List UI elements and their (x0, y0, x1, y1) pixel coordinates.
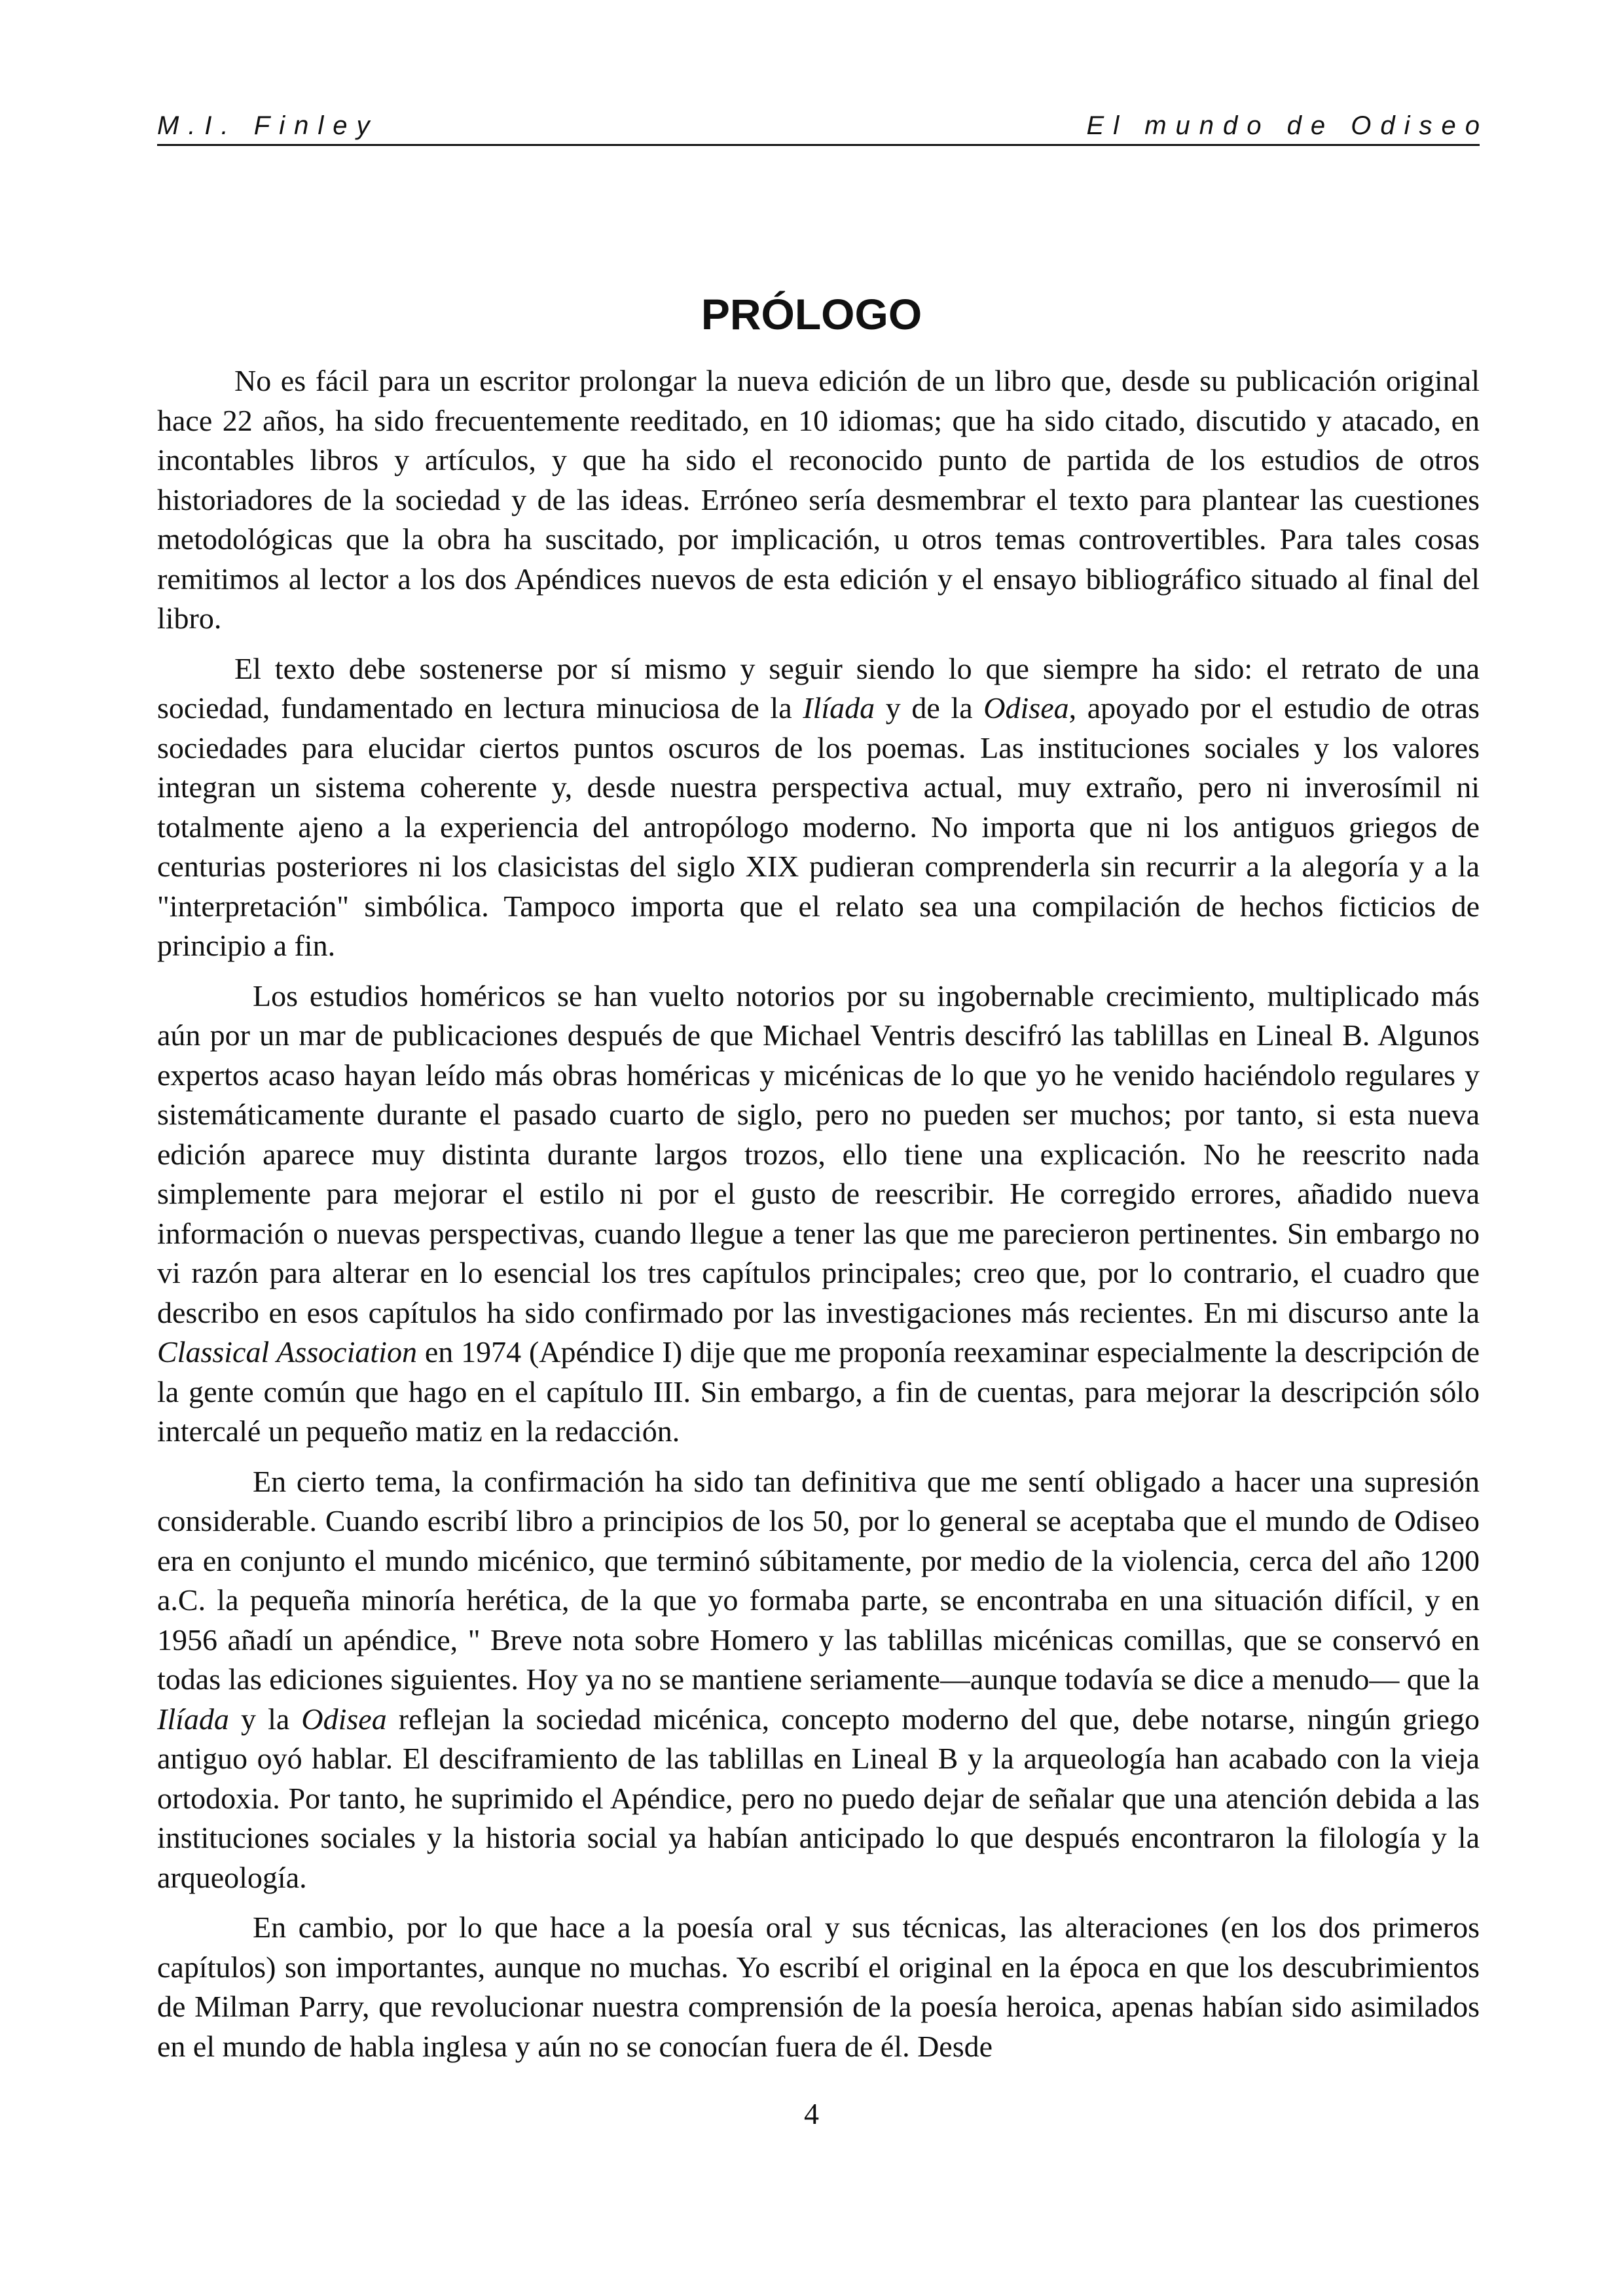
body-text (157, 361, 1480, 2077)
header-book-title: El mundo de Odiseo (1086, 111, 1489, 140)
book-title-iliada: Ilíada (157, 1702, 229, 1736)
paragraph-2: El texto debe sostenerse por sí mismo y seguir siendo lo que siempre ha sido: el retrato de una sociedad, fundamentado en lectura minuciosa de la Ilíada y de la Odisea, apoyado por el estudio de otras sociedades para elucidar ciertos puntos oscuros de los poemas. Las instituciones sociales y los valores integran un sistema coherente y, desde nuestra perspectiva actual, muy extraño, pero ni inverosímil ni totalmente ajeno a la experiencia del antropólogo moderno. No importa que ni los antiguos griegos de centurias posteriores ni los clasicistas del siglo XIX pudieran comprenderla sin recurrir a la alegoría y a la "interpretación" simbólica. Tampoco importa que el relato sea una compilación de hechos ficticios de principio a fin. (157, 651, 1480, 962)
institution-name: Classical Association (157, 1335, 417, 1369)
book-title-odisea: Odisea (983, 691, 1069, 725)
running-header (157, 110, 1489, 146)
header-author: M.I. Finley (157, 111, 379, 140)
paragraph-5: En cambio, por lo que hace a la poesía oral y sus técnicas, las alteraciones (en los dos primeros capítulos) son importantes, aunque no muchas. Yo escribí el original en la época en que los descubrimientos de Milman Parry, que revolucionar nuestra comprensión de la poesía heroica, apenas habían sido asimilados en el mundo de habla inglesa y aún no se conocían fuera de él. Desde (157, 1910, 1480, 2063)
page-number: 4 (804, 2097, 819, 2130)
book-title-iliada: Ilíada (803, 691, 875, 725)
book-title-odisea: Odisea (301, 1702, 387, 1736)
paragraph-4: En cierto tema, la confirmación ha sido tan definitiva que me sentí obligado a hacer una supresión considerable. Cuando escribí libro a principios de los 50, por lo general se aceptaba que el mundo de Odiseo era en conjunto el mundo micénico, que terminó súbitamente, por medio de la violencia, cerca del año 1200 a.C. la pequeña minoría herética, de la que yo formaba parte, se encontraba en una situación difícil, y en 1956 añadí un apéndice, " Breve nota sobre Homero y las tablillas micénicas comillas, que se conservó en todas las ediciones siguientes. Hoy ya no se mantiene seriamente—aunque todavía se dice a menudo— que la Ilíada y la Odisea reflejan la sociedad micénica, concepto moderno del que, debe notarse, ningún griego antiguo oyó hablar. El desciframiento de las tablillas en Lineal B y la arqueología han acabado con la vieja ortodoxia. Por tanto, he suprimido el Apéndice, pero no puedo dejar de señalar que una atención debida a las instituciones sociales y la historia social ya habían anticipado lo que después encontraron la filología y la arqueología. (157, 1464, 1480, 1894)
paragraph-1: No es fácil para un escritor prolongar la nueva edición de un libro que, desde su publicación original hace 22 años, ha sido frecuentemente reeditado, en 10 idiomas; que ha sido citado, discutido y atacado, en incontables libros y artículos, y que ha sido el reconocido punto de partida de los estudios de otros historiadores de la sociedad y de las ideas. Erróneo sería desmembrar el texto para plantear las cuestiones metodológicas que la obra ha suscitado, por implicación, u otros temas controvertibles. Para tales cosas remitimos al lector a los dos Apéndices nuevos de esta edición y el ensayo bibliográfico situado al final del libro. (157, 364, 1480, 635)
paragraph-3: Los estudios homéricos se han vuelto notorios por su ingobernable crecimiento, multiplicado más aún por un mar de publicaciones después de que Michael Ventris descifró las tablillas en Lineal B. Algunos expertos acaso hayan leído más obras homéricas y micénicas de lo que yo he venido haciéndolo regulares y sistemáticamente durante el pasado cuarto de siglo, pero no pueden ser muchos; por tanto, si esta nueva edición aparece muy distinta durante largos trozos, ello tiene una explicación. No he reescrito nada simplemente para mejorar el estilo ni por el gusto de reescribir. He corregido errores, añadido nueva información o nuevas perspectivas, cuando llegue a tener las que me parecieron pertinentes. Sin embargo no vi razón para alterar en lo esencial los tres capítulos principales; creo que, por lo contrario, el cuadro que describo en esos capítulos ha sido confirmado por las investigaciones más recientes. En mi discurso ante la Classical Association en 1974 (Apéndice I) dije que me proponía reexaminar especialmente la descripción de la gente común que hago en el capítulo III. Sin embargo, a fin de cuentas, para mejorar la descripción sólo intercalé un pequeño matiz en la redacción. (157, 978, 1480, 1448)
page-title: PRÓLOGO (701, 290, 922, 338)
